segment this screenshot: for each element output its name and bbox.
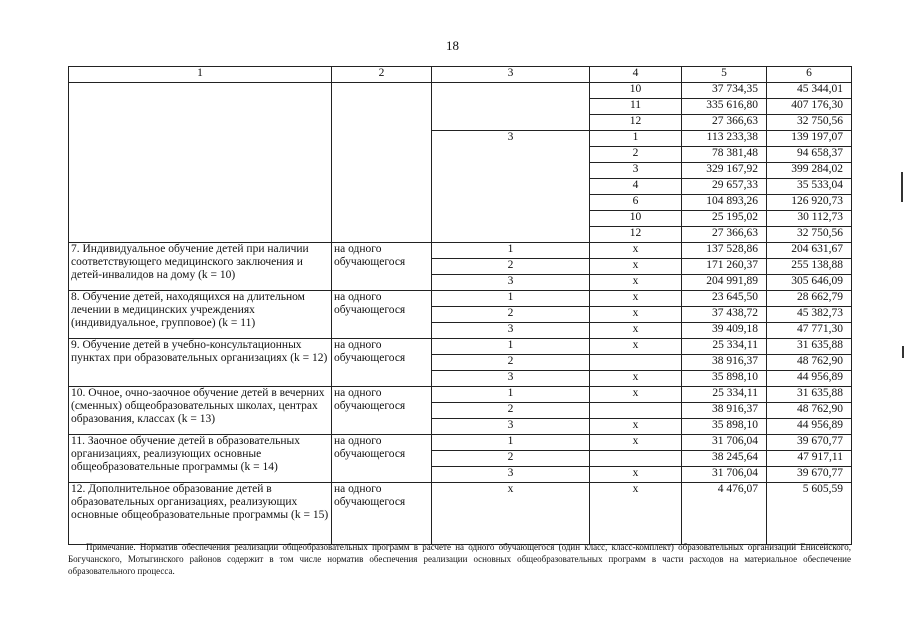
col5-value: 31 706,04	[682, 467, 767, 483]
col5-value: 37 734,35	[682, 83, 767, 99]
col3-cell: 2	[432, 403, 590, 419]
column-header: 1	[69, 67, 332, 83]
col4-cell: 4	[590, 179, 682, 195]
normatives-table	[68, 66, 852, 545]
col6-value: 30 112,73	[767, 211, 852, 227]
section-unit: на одного обучающегося	[332, 435, 432, 483]
col6-value: 45 344,01	[767, 83, 852, 99]
col5-value: 113 233,38	[682, 131, 767, 147]
col3-cell: 2	[432, 355, 590, 371]
table-row	[69, 483, 852, 545]
col6-value: 39 670,77	[767, 435, 852, 451]
col4-cell	[590, 403, 682, 419]
col6-value: 35 533,04	[767, 179, 852, 195]
col6-value: 31 635,88	[767, 387, 852, 403]
col6-value: 44 956,89	[767, 371, 852, 387]
description-cell-empty	[69, 83, 332, 243]
col6-value: 44 956,89	[767, 419, 852, 435]
col4-cell: х	[590, 259, 682, 275]
section-unit: на одного обучающегося	[332, 387, 432, 435]
col6-value: 255 138,88	[767, 259, 852, 275]
col5-value: 25 334,11	[682, 387, 767, 403]
column-header: 4	[590, 67, 682, 83]
col6-value: 204 631,67	[767, 243, 852, 259]
col3-cell: 1	[432, 339, 590, 355]
col3-cell: 2	[432, 307, 590, 323]
col6-value: 139 197,07	[767, 131, 852, 147]
scan-edge-mark	[902, 346, 904, 358]
col5-value: 29 657,33	[682, 179, 767, 195]
col4-cell: 10	[590, 83, 682, 99]
col5-value: 38 916,37	[682, 403, 767, 419]
table-row	[69, 243, 852, 259]
col6-value: 305 646,09	[767, 275, 852, 291]
col5-value: 35 898,10	[682, 419, 767, 435]
col5-value: 38 916,37	[682, 355, 767, 371]
group-cell-empty	[432, 83, 590, 131]
section-unit: на одного обучающегося	[332, 243, 432, 291]
col4-cell: х	[590, 291, 682, 307]
col3-cell: 3	[432, 419, 590, 435]
column-header: 5	[682, 67, 767, 83]
section-description: 9. Обучение детей в учебно-консультационных пунктах при образовательных организациях (k = 12)	[69, 339, 332, 387]
col4-cell: х	[590, 483, 682, 545]
table-row	[69, 435, 852, 451]
col3-cell: 3	[432, 371, 590, 387]
col4-cell: х	[590, 387, 682, 403]
col5-value: 25 195,02	[682, 211, 767, 227]
table-row	[69, 83, 852, 99]
table-row	[69, 387, 852, 403]
col6-value: 39 670,77	[767, 467, 852, 483]
col4-cell: х	[590, 371, 682, 387]
col5-value: 104 893,26	[682, 195, 767, 211]
col4-cell: х	[590, 323, 682, 339]
col6-value: 31 635,88	[767, 339, 852, 355]
page-number: 18	[446, 38, 459, 53]
col5-value: 25 334,11	[682, 339, 767, 355]
col5-value: 27 366,63	[682, 227, 767, 243]
col5-value: 335 616,80	[682, 99, 767, 115]
col4-cell: х	[590, 435, 682, 451]
col5-value: 27 366,63	[682, 115, 767, 131]
column-header: 3	[432, 67, 590, 83]
col6-value: 28 662,79	[767, 291, 852, 307]
col3-cell: 1	[432, 291, 590, 307]
section-description: 12. Дополнительное образование детей в образовательных организациях, реализующих основные общеобразовательные программы (k = 15)	[69, 483, 332, 545]
col5-value: 38 245,64	[682, 451, 767, 467]
col3-cell: 3	[432, 275, 590, 291]
scan-edge-mark	[901, 172, 903, 202]
column-header: 2	[332, 67, 432, 83]
col4-cell: х	[590, 467, 682, 483]
col4-cell: 2	[590, 147, 682, 163]
section-unit: на одного обучающегося	[332, 483, 432, 545]
col3-cell: 1	[432, 243, 590, 259]
col3-cell: 2	[432, 451, 590, 467]
section-unit: на одного обучающегося	[332, 291, 432, 339]
table-row	[69, 291, 852, 307]
col5-value: 4 476,07	[682, 483, 767, 545]
col5-value: 204 991,89	[682, 275, 767, 291]
col4-cell: х	[590, 307, 682, 323]
col4-cell	[590, 451, 682, 467]
col5-value: 171 260,37	[682, 259, 767, 275]
col5-value: 23 645,50	[682, 291, 767, 307]
col4-cell: 11	[590, 99, 682, 115]
col4-cell: 10	[590, 211, 682, 227]
col3-cell: 2	[432, 259, 590, 275]
col5-value: 31 706,04	[682, 435, 767, 451]
col6-value: 47 771,30	[767, 323, 852, 339]
col6-value: 48 762,90	[767, 403, 852, 419]
col4-cell: 1	[590, 131, 682, 147]
col3-cell: 3	[432, 467, 590, 483]
col4-cell	[590, 355, 682, 371]
column-header: 6	[767, 67, 852, 83]
col3-cell: 3	[432, 323, 590, 339]
col4-cell: х	[590, 419, 682, 435]
col3-cell: х	[432, 483, 590, 545]
col4-cell: 6	[590, 195, 682, 211]
col6-value: 48 762,90	[767, 355, 852, 371]
section-description: 8. Обучение детей, находящихся на длительном лечении в медицинских учреждениях (индивидуальное, групповое) (k = 11)	[69, 291, 332, 339]
col6-value: 45 382,73	[767, 307, 852, 323]
col5-value: 329 167,92	[682, 163, 767, 179]
col6-value: 94 658,37	[767, 147, 852, 163]
table-footnote: Примечание. Норматив обеспечения реализации общеобразовательных программ в расчете на одного обучающегося (один класс, класс-комплект) образовательных организаций Енисейского, Богучанского, Мотыгинского районов содержит в том числе норматив обеспечения реализации основных общеобразовательных программ в части расходов на материальное обеспечение образовательного процесса.	[68, 542, 851, 576]
col4-cell: х	[590, 339, 682, 355]
col6-value: 32 750,56	[767, 227, 852, 243]
col4-cell: 12	[590, 227, 682, 243]
group-cell: 3	[432, 131, 590, 243]
col6-value: 47 917,11	[767, 451, 852, 467]
col6-value: 407 176,30	[767, 99, 852, 115]
col5-value: 39 409,18	[682, 323, 767, 339]
col4-cell: 3	[590, 163, 682, 179]
unit-cell-empty	[332, 83, 432, 243]
col4-cell: х	[590, 275, 682, 291]
col5-value: 37 438,72	[682, 307, 767, 323]
col4-cell: 12	[590, 115, 682, 131]
col3-cell: 1	[432, 387, 590, 403]
col6-value: 5 605,59	[767, 483, 852, 545]
col3-cell: 1	[432, 435, 590, 451]
section-unit: на одного обучающегося	[332, 339, 432, 387]
col6-value: 32 750,56	[767, 115, 852, 131]
section-description: 11. Заочное обучение детей в образовательных организациях, реализующих основные общеобразовательные программы (k = 14)	[69, 435, 332, 483]
col6-value: 399 284,02	[767, 163, 852, 179]
section-description: 7. Индивидуальное обучение детей при наличии соответствующего медицинского заключения и детей-инвалидов на дому (k = 10)	[69, 243, 332, 291]
col5-value: 35 898,10	[682, 371, 767, 387]
table-row	[69, 339, 852, 355]
table-header-row	[69, 67, 852, 83]
col6-value: 126 920,73	[767, 195, 852, 211]
col5-value: 137 528,86	[682, 243, 767, 259]
col5-value: 78 381,48	[682, 147, 767, 163]
col4-cell: х	[590, 243, 682, 259]
section-description: 10. Очное, очно-заочное обучение детей в вечерних (сменных) общеобразовательных школах, центрах образования, классах (k = 13)	[69, 387, 332, 435]
